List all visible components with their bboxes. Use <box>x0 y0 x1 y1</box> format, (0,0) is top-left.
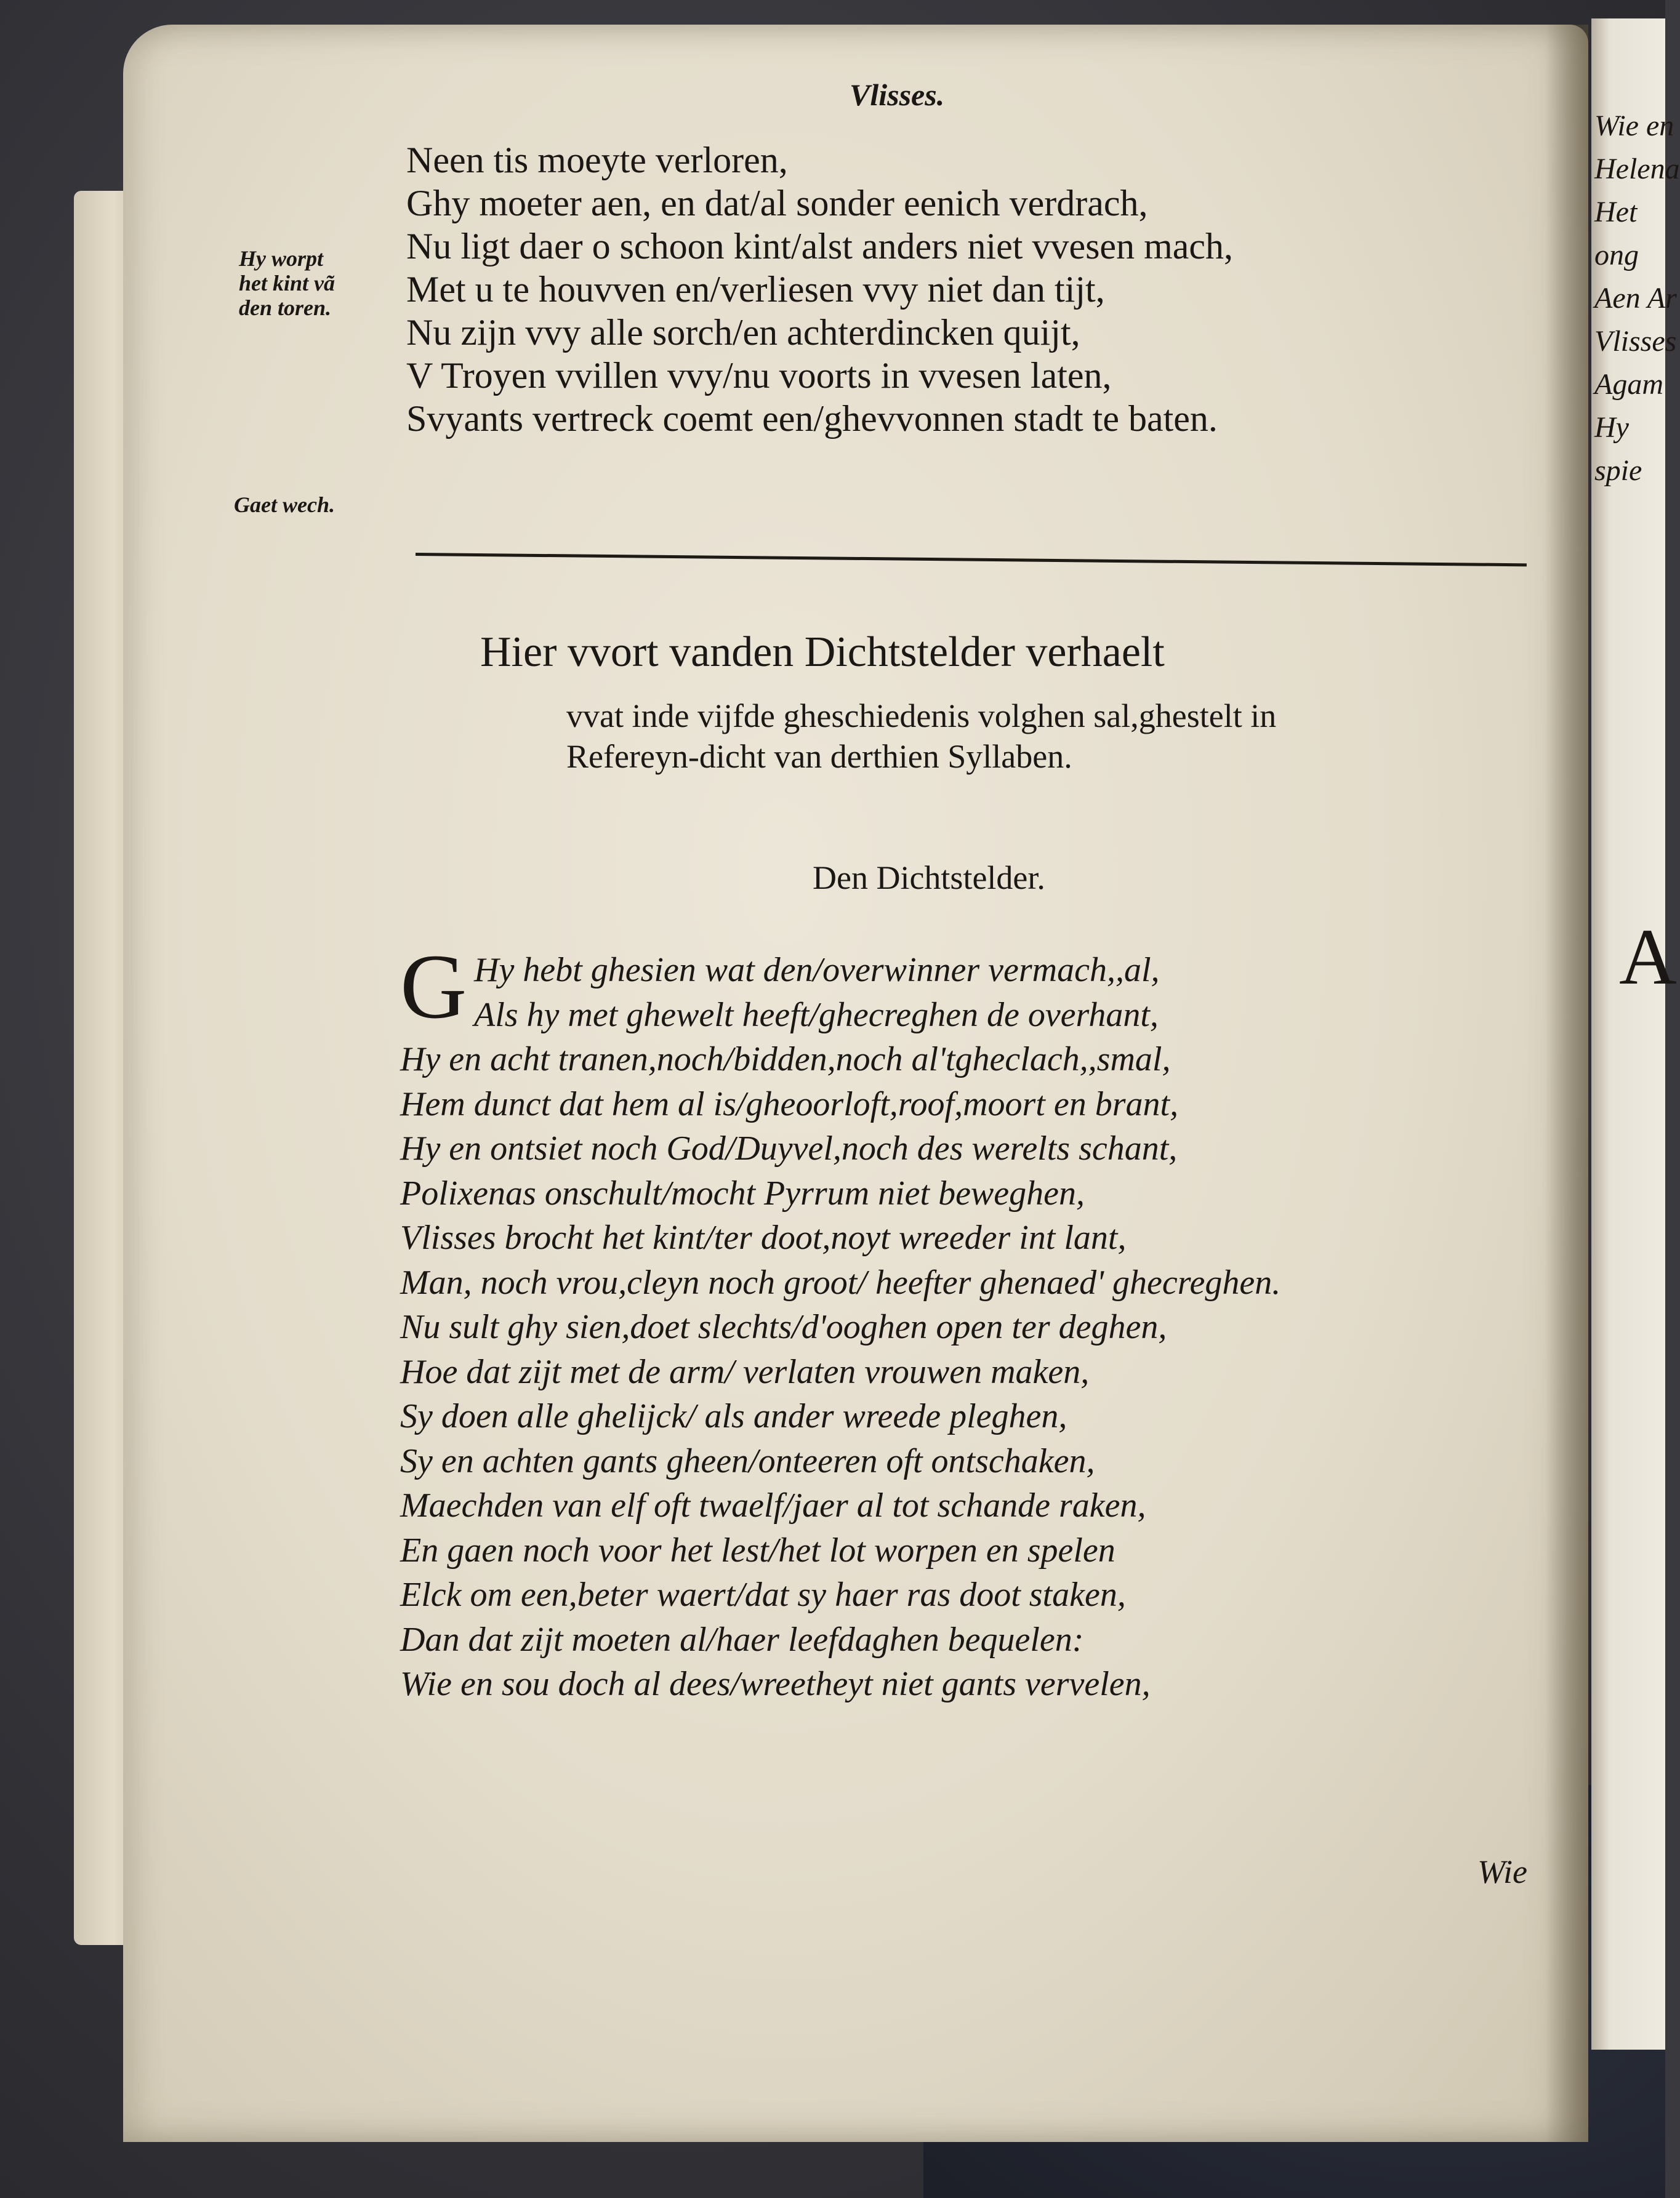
verse-line: V Troyen vvillen vvy/nu voorts in vvesen laten, <box>406 355 1112 396</box>
verse-line: Ghy moeter aen, en dat/al sonder eenich verdrach, <box>406 183 1148 223</box>
facing-page-line: Aen Ar <box>1594 282 1677 315</box>
speaker-label: Den Dichtstelder. <box>813 859 1045 896</box>
poem-line: Elck om een,beter waert/dat sy haer ras doot staken, <box>400 1576 1126 1614</box>
verse-line: Svyants vertreck coemt een/ghevvonnen stadt te baten. <box>406 398 1218 439</box>
poem-line: En gaen noch voor het lest/het lot worpen en spelen <box>400 1531 1115 1570</box>
verse-block <box>406 138 1527 440</box>
margin-note-line: Hy worpt <box>239 246 324 271</box>
subheading-line: vvat inde vijfde gheschiedenis volghen sal,ghestelt in <box>566 697 1277 734</box>
facing-page-line: Het ong <box>1594 196 1639 271</box>
poem-line: Als hy met ghewelt heeft/ghecreghen de overhant, <box>474 995 1159 1034</box>
facing-page-initial: A <box>1619 913 1677 1001</box>
catchword: Wie <box>1477 1853 1527 1890</box>
facing-page-line: Hy spie <box>1594 411 1642 487</box>
poem-line: Nu sult ghy sien,doet slechts/d'ooghen open ter deghen, <box>400 1308 1167 1346</box>
margin-note-2: Gaet wech. <box>234 492 335 517</box>
verse-line: Neen tis moeyte verloren, <box>406 140 788 180</box>
poem-line: Polixenas onschult/mocht Pyrrum niet beweghen, <box>400 1174 1085 1213</box>
facing-page-line: Agam <box>1594 368 1663 401</box>
poem-line: Maechden van elf oft twaelf/jaer al tot schande raken, <box>400 1486 1146 1525</box>
facing-page-text <box>1594 105 1680 492</box>
poem-line: Sy doen alle ghelijck/ als ander wreede pleghen, <box>400 1397 1067 1435</box>
poem-line: Hem dunct dat hem al is/gheoorloft,roof,moort en brant, <box>400 1085 1179 1123</box>
drop-cap: G <box>400 936 467 1038</box>
subheading-line: Refereyn-dicht van derthien Syllaben. <box>566 738 1072 775</box>
poem-first-line: Hy hebt ghesien wat den/overwinner vermach,,al, <box>474 951 1160 989</box>
poem-line: Sy en achten gants gheen/onteeren oft ontschaken, <box>400 1442 1095 1480</box>
verse-line: Met u te houvven en/verliesen vvy niet dan tijt, <box>406 269 1105 310</box>
poem-line: Man, noch vrou,cleyn noch groot/ heefter ghenaed' ghecreghen. <box>400 1263 1281 1302</box>
poem-line: Vlisses brocht het kint/ter doot,noyt wreeder int lant, <box>400 1219 1127 1257</box>
facing-page-line: Vlisses <box>1594 325 1677 358</box>
facing-page-line: Wie en <box>1594 110 1674 142</box>
poem-line: Dan dat zijt moeten al/haer leefdaghen bequelen: <box>400 1620 1084 1659</box>
poem-line: Hy en ontsiet noch God/Duyvel,noch des werelts schant, <box>400 1129 1178 1168</box>
verse-line: Nu zijn vvy alle sorch/en achterdincken quijt, <box>406 312 1080 353</box>
running-head: Vlisses. <box>850 78 945 112</box>
poem-block <box>400 936 1557 1707</box>
poem-line: Wie en sou doch al dees/wreetheyt niet gants vervelen, <box>400 1665 1151 1703</box>
margin-note-line: den toren. <box>239 295 332 320</box>
poem-line: Hoe dat zijt met de arm/ verlaten vrouwen maken, <box>400 1352 1090 1391</box>
poem-line: Hy en acht tranen,noch/bidden,noch al'tgheclach,,smal, <box>400 1040 1171 1078</box>
margin-note-line: het kint vã <box>239 271 336 295</box>
margin-note-1 <box>239 246 387 320</box>
section-subheading <box>566 696 1539 777</box>
section-heading: Hier vvort vanden Dichtstelder verhaelt <box>480 628 1165 676</box>
facing-page-line: Helena <box>1594 153 1680 185</box>
verse-line: Nu ligt daer o schoon kint/alst anders niet vvesen mach, <box>406 226 1233 267</box>
